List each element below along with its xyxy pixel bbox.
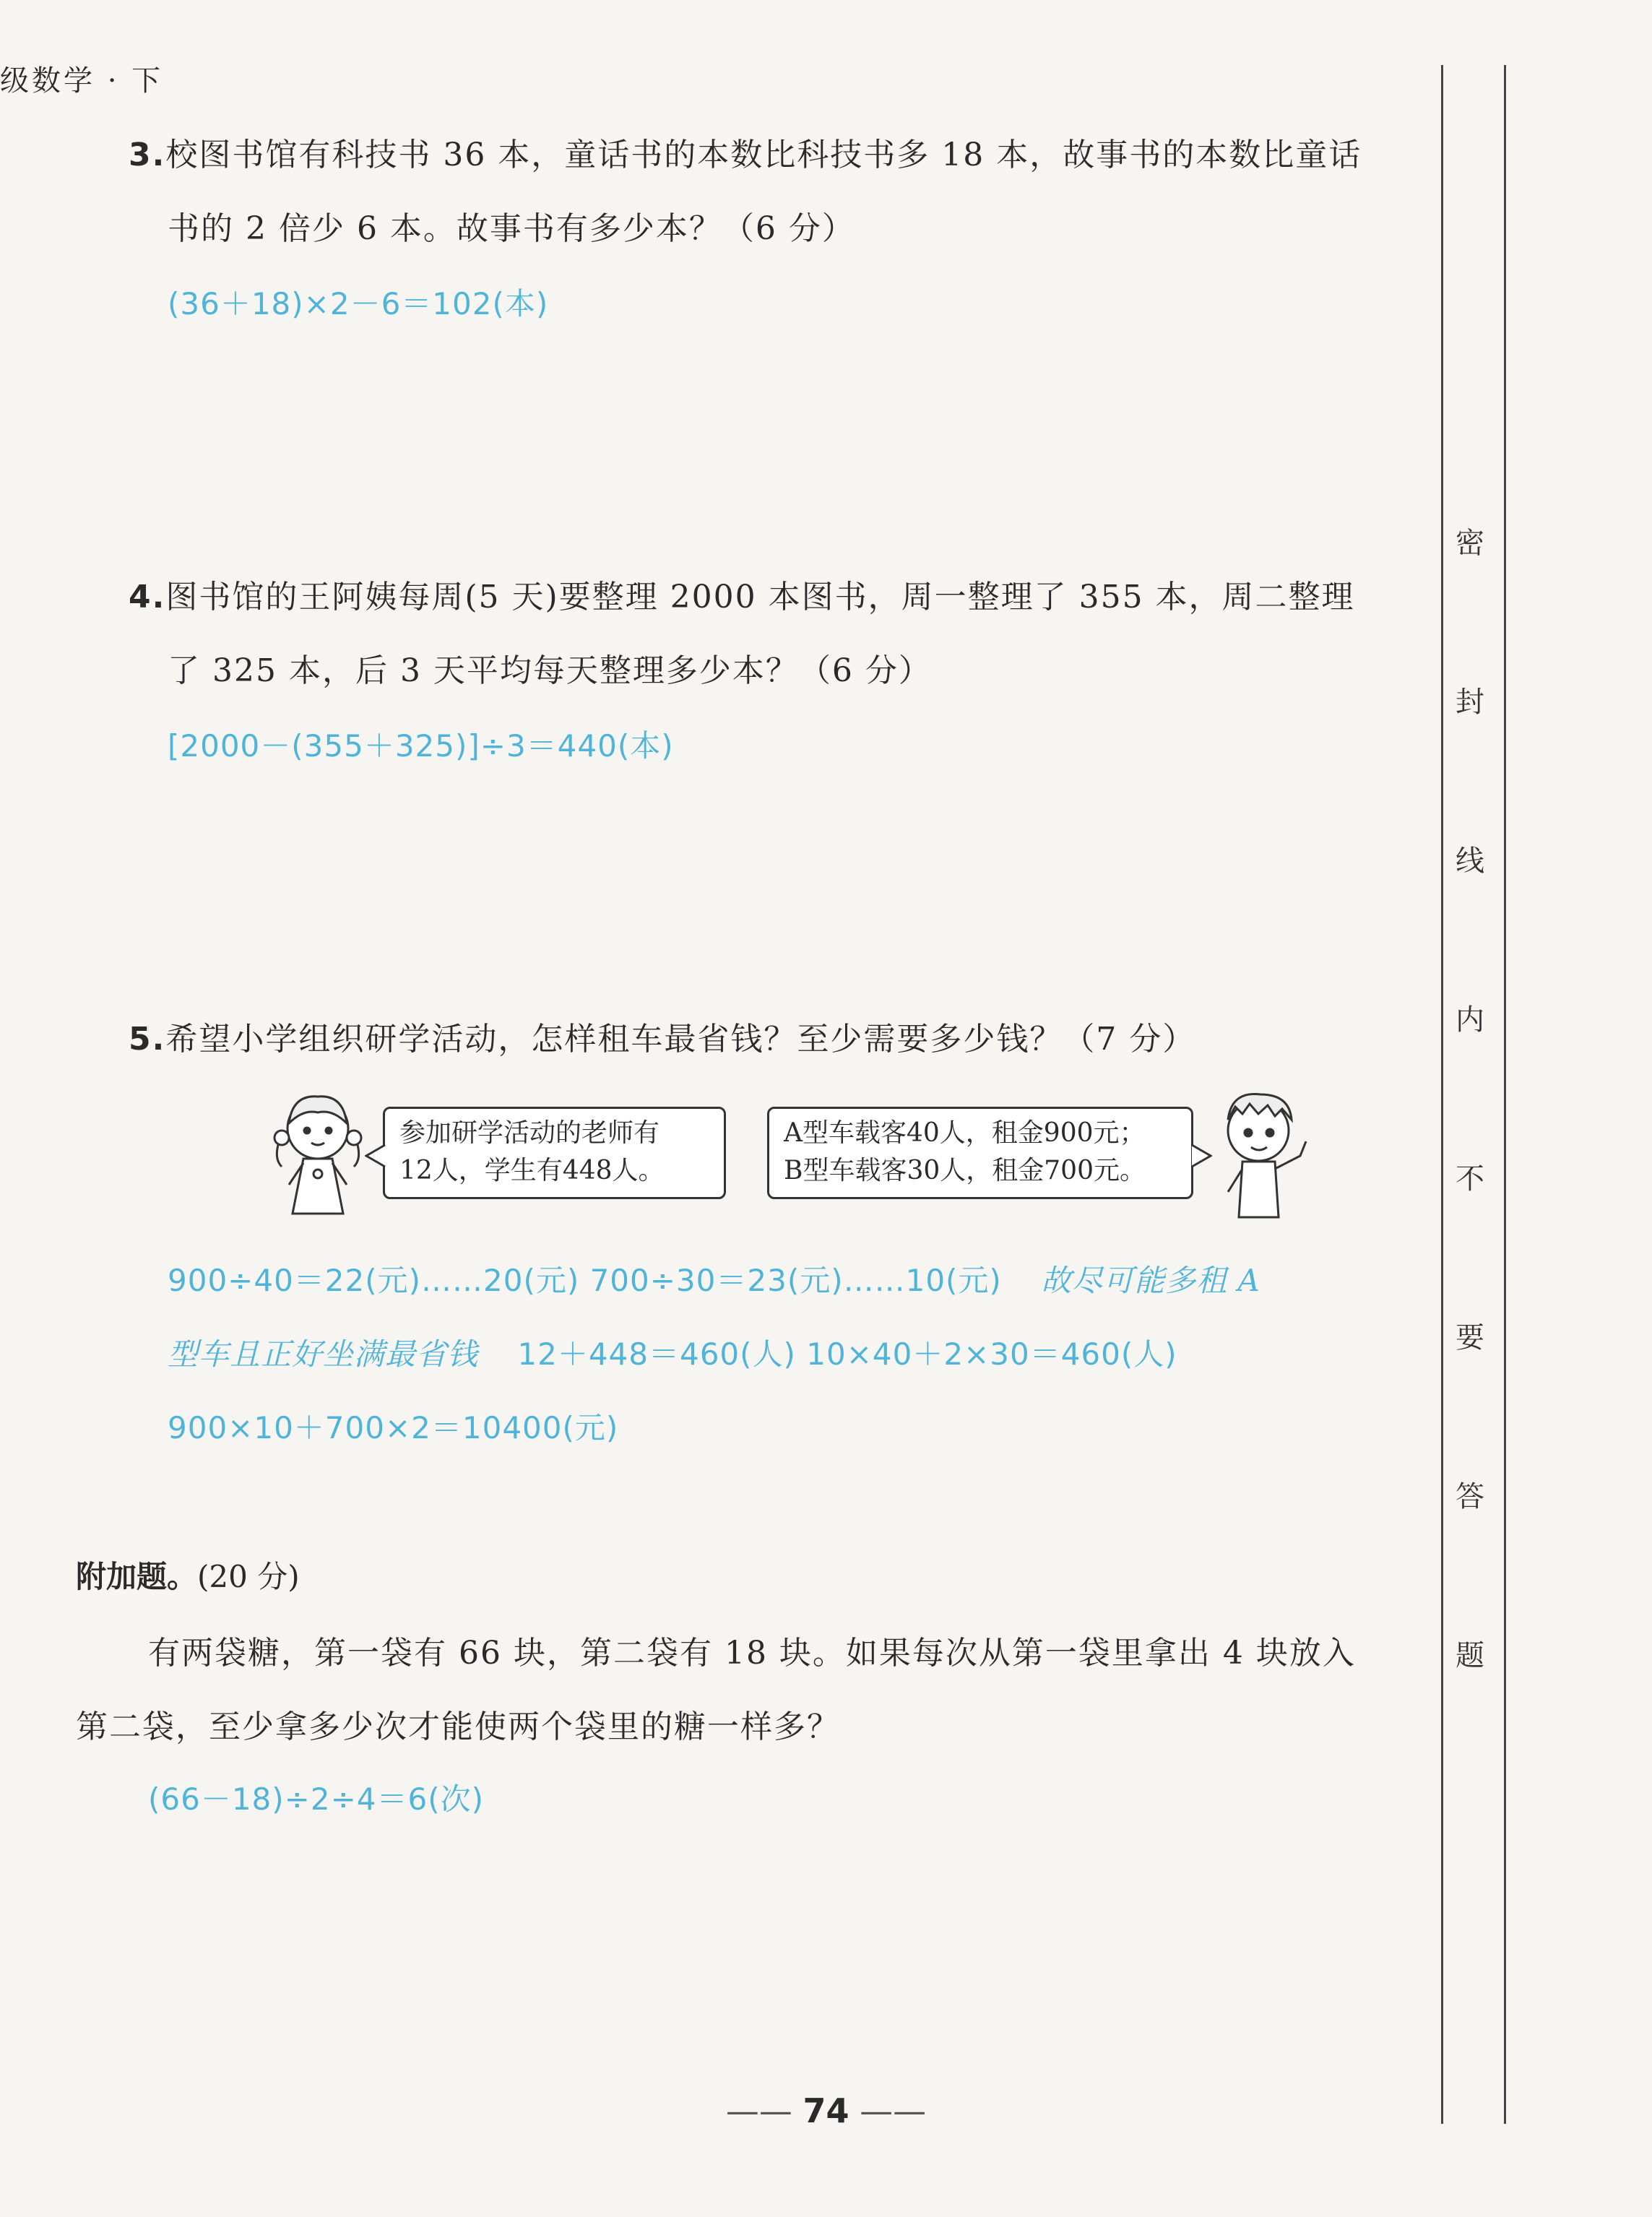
margin-char-2: 封 (1456, 686, 1484, 719)
speech-bubble-right (767, 1107, 1193, 1199)
question-4-answer: [2000－(355＋325)]÷3＝440(本) (168, 728, 674, 764)
question-3-number: 3. (129, 137, 166, 173)
margin-char-1: 密 (1456, 527, 1484, 560)
question-3-line2: 书的 2 倍少 6 本。故事书有多少本？（6 分） (168, 210, 855, 247)
margin-char-5: 不 (1456, 1162, 1484, 1196)
page-number (0, 2091, 1652, 2130)
question-5-answer-line3: 900×10＋700×2＝10400(元) (168, 1410, 619, 1445)
question-5-number: 5. (129, 1021, 166, 1058)
question-3-line1 (129, 129, 1362, 175)
question-5-answer-2a: 型车且正好坐满最省钱 (168, 1336, 479, 1372)
question-5-answer-2b: 12＋448＝460(人) 10×40＋2×30＝460(人) (517, 1336, 1177, 1372)
girl-illustration (264, 1084, 372, 1224)
page-number-dash-left: —— (725, 2091, 803, 2130)
question-4-line2: 了 325 本，后 3 天平均每天整理多少本？（6 分） (168, 652, 932, 689)
page-header: 级数学 · 下 (0, 64, 164, 98)
question-5-answer-line2 (168, 1331, 1177, 1374)
bubble-left-line1: 参加研学活动的老师有 (399, 1118, 660, 1148)
margin-char-7: 答 (1456, 1480, 1484, 1513)
bonus-points: (20 分) (197, 1559, 300, 1594)
bubble-left-line2: 12人，学生有448人。 (399, 1156, 665, 1185)
question-4-text-1: 图书馆的王阿姨每周(5 天)要整理 2000 本图书，周一整理了 355 本，周二整理 (165, 579, 1355, 615)
question-5-line1 (129, 1013, 1195, 1059)
question-5-answer-1b: 故尽可能多租 A (1041, 1263, 1260, 1298)
bonus-title (76, 1553, 300, 1596)
bonus-answer: (66－18)÷2÷4＝6(次) (148, 1781, 484, 1817)
bubble-left-tail (365, 1141, 386, 1170)
question-5-text-1: 希望小学组织研学活动，怎样租车最省钱？至少需要多少钱？（7 分） (165, 1021, 1196, 1058)
question-4-number: 4. (129, 579, 166, 615)
question-3-text-1: 校图书馆有科技书 36 本，童话书的本数比科技书多 18 本，故事书的本数比童话 (165, 137, 1362, 173)
question-5-answer-1a: 900÷40＝22(元)……20(元) 700÷30＝23(元)……10(元) (168, 1263, 1002, 1298)
bonus-line1: 有两袋糖，第一袋有 66 块，第二袋有 18 块。如果每次从第一袋里拿出 4 块放入 (148, 1635, 1356, 1672)
boy-illustration (1206, 1084, 1315, 1224)
binding-line-left (1441, 65, 1443, 2124)
question-4-line1 (129, 571, 1355, 617)
bonus-title-text: 附加题。 (76, 1559, 198, 1594)
bubble-right-line2: B型车载客30人，租金700元。 (784, 1156, 1146, 1185)
binding-line-right (1504, 65, 1506, 2124)
margin-char-4: 内 (1456, 1003, 1484, 1037)
margin-char-6: 要 (1456, 1321, 1484, 1354)
bubble-right-line1: A型车载客40人，租金900元； (784, 1118, 1146, 1148)
bonus-line2: 第二袋，至少拿多少次才能使两个袋里的糖一样多？ (76, 1708, 840, 1745)
margin-char-8: 题 (1456, 1639, 1484, 1672)
speech-bubble-left (383, 1107, 726, 1199)
page-number-dash-right: —— (849, 2091, 927, 2130)
page-number-value: 74 (803, 2091, 849, 2130)
question-3-answer: (36＋18)×2－6＝102(本) (168, 286, 549, 321)
question-5-answer-line1 (168, 1257, 1260, 1300)
margin-char-3: 线 (1456, 844, 1484, 878)
